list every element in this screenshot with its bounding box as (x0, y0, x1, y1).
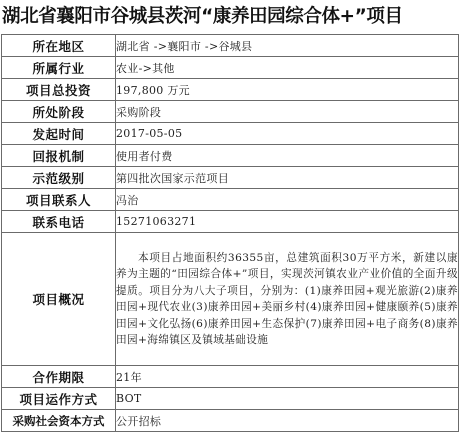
field-value-cooperation-term: 21年 (116, 366, 459, 388)
field-value-contact-person: 冯治 (116, 189, 459, 211)
field-label-cooperation-term: 合作期限 (2, 366, 116, 388)
table-row (2, 189, 459, 211)
field-value-phone: 15271063271 (116, 211, 459, 233)
field-value-return-mechanism: 使用者付费 (116, 145, 459, 167)
field-label-procurement-method: 采购社会资本方式 (2, 410, 116, 432)
field-value-overview: 本项目占地面积约36355亩，总建筑面积30万平方米，新建以康养为主题的“田园综合体+”项目，实现茨河镇农业产业价值的全面升级提质。项目分为八大子项目，分别为：(1)康养田园+观光旅游(2)康养田园+现代农业(3)康养田园+美丽乡村(4)康养田园+健康颐养(5)康养田园+文化弘扬(6)康养田园+生态保护(7)康养田园+电子商务(8)康养田园+海绵镇区及镇域基础设施 (116, 233, 459, 366)
field-value-launch-date: 2017-05-05 (116, 123, 459, 145)
table-row (2, 167, 459, 189)
field-label-total-investment: 项目总投资 (2, 79, 116, 101)
table-row (2, 410, 459, 432)
field-label-return-mechanism: 回报机制 (2, 145, 116, 167)
field-label-overview: 项目概况 (2, 233, 116, 366)
table-row (2, 123, 459, 145)
page-title: 湖北省襄阳市谷城县茨河“康养田园综合体+”项目 (2, 6, 403, 27)
field-label-industry: 所属行业 (2, 57, 116, 79)
field-label-operation-mode: 项目运作方式 (2, 388, 116, 410)
table-row (2, 366, 459, 388)
field-label-launch-date: 发起时间 (2, 123, 116, 145)
field-value-region: 湖北省 ->襄阳市 ->谷城县 (116, 35, 459, 57)
field-label-region: 所在地区 (2, 35, 116, 57)
table-row (2, 35, 459, 57)
field-value-total-investment: 197,800 万元 (116, 79, 459, 101)
table-row (2, 388, 459, 410)
table-row (2, 101, 459, 123)
field-label-contact-person: 项目联系人 (2, 189, 116, 211)
field-value-procurement-method: 公开招标 (116, 410, 459, 432)
table-row (2, 57, 459, 79)
field-label-demo-level: 示范级别 (2, 167, 116, 189)
project-info-table (1, 34, 459, 432)
field-value-demo-level: 第四批次国家示范项目 (116, 167, 459, 189)
field-label-stage: 所处阶段 (2, 101, 116, 123)
table-row (2, 145, 459, 167)
field-value-stage: 采购阶段 (116, 101, 459, 123)
table-row (2, 211, 459, 233)
table-row (2, 79, 459, 101)
field-value-operation-mode: BOT (116, 388, 459, 410)
table-row (2, 233, 459, 366)
field-label-phone: 联系电话 (2, 211, 116, 233)
field-value-industry: 农业->其他 (116, 57, 459, 79)
